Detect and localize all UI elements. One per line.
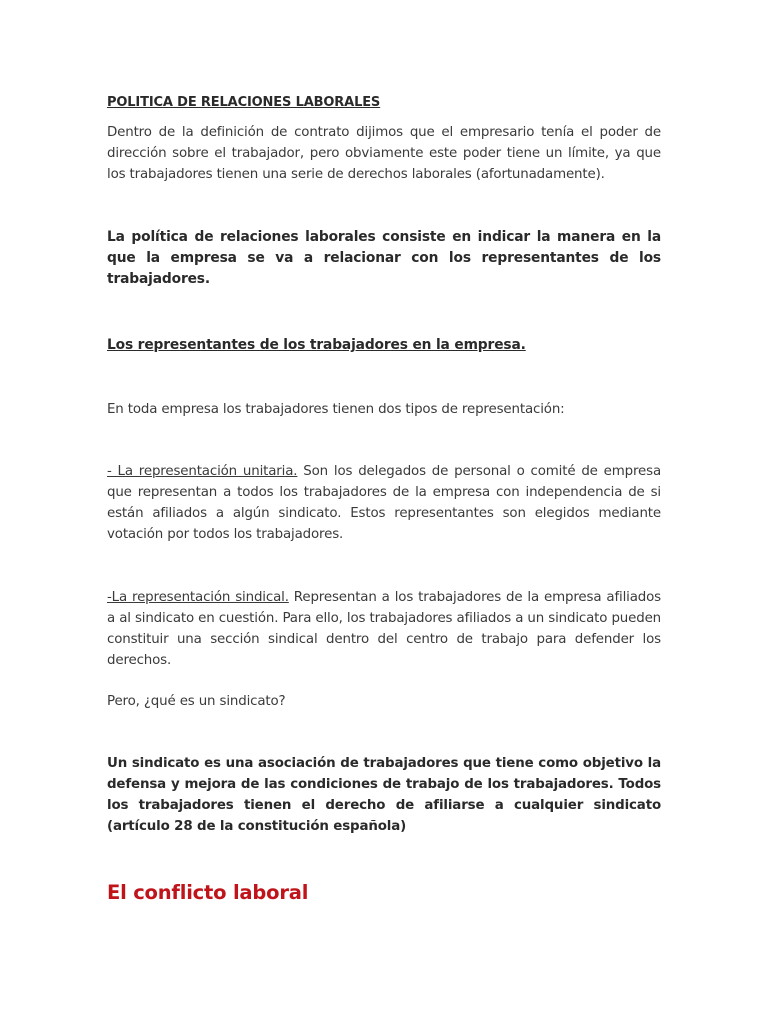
section-heading-politica: POLITICA DE RELACIONES LABORALES (107, 95, 381, 110)
unitaria-text: Son los delegados de personal o comité de empresa que representan a todos los trabajadores de la empresa con independencia de si están afiliados a algún sindicato. Estos representantes son elegidos mediante votación por todos los trabajadores. (107, 464, 661, 542)
sindicato-question: Pero, ¿qué es un sindicato? (107, 694, 286, 709)
sindicato-definition-paragraph: Un sindicato es una asociación de trabajadores que tiene como objetivo la defensa y mejora de las condiciones de trabajo de los trabajadores. Todos los trabajadores tienen el derecho de afiliarse a cualquier sindicato (artículo 28 de la constitución española) (107, 756, 661, 834)
sindical-paragraph (107, 587, 661, 671)
section-heading-representantes: Los representantes de los trabajadores en la empresa. (107, 337, 526, 353)
section-heading-conflicto: El conflicto laboral (107, 881, 309, 904)
sindical-label: -La representación sindical. (107, 590, 289, 605)
representation-types-paragraph: En toda empresa los trabajadores tienen dos tipos de representación: (107, 402, 565, 417)
unitaria-paragraph (107, 461, 661, 545)
sindical-text: Representan a los trabajadores de la empresa afiliados a al sindicato en cuestión. Para ello, los trabajadores afiliados a un sindicato pueden constituir una sección sindical dentro del centro de trabajo para defender los derechos. (107, 590, 661, 668)
unitaria-label: - La representación unitaria. (107, 464, 298, 479)
intro-paragraph: Dentro de la definición de contrato dijimos que el empresario tenía el poder de dirección sobre el trabajador, pero obviamente este poder tiene un límite, ya que los trabajadores tienen una serie de derechos laborales (afortunadamente). (107, 125, 661, 182)
policy-definition-paragraph: La política de relaciones laborales consiste en indicar la manera en la que la empresa se va a relacionar con los representantes de los trabajadores. (107, 229, 661, 287)
